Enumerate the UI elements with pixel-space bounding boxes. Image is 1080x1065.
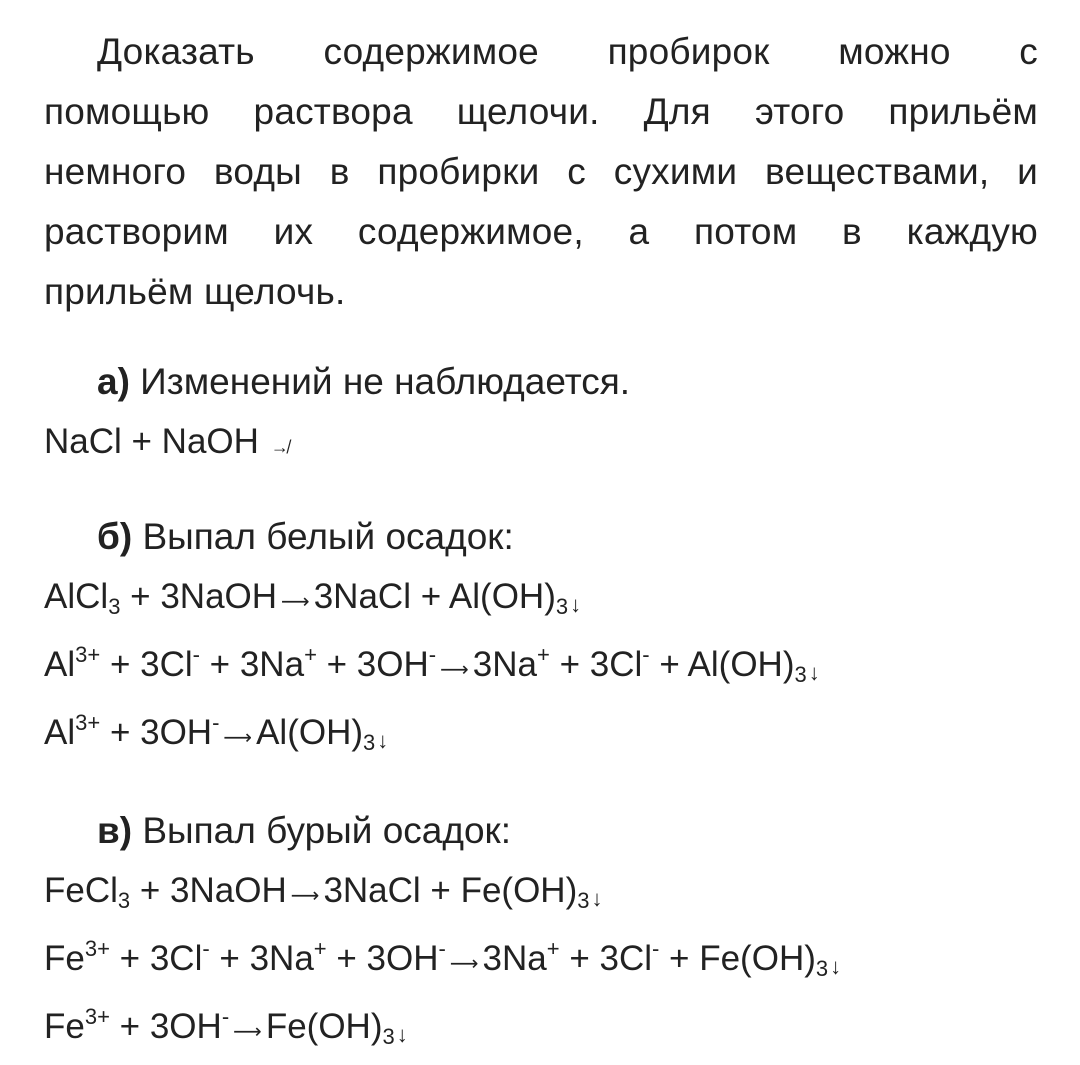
eq-part: + 3Cl <box>100 645 193 684</box>
eq-part: Fe <box>44 1007 85 1046</box>
eq-superscript: + <box>313 936 327 961</box>
eq-superscript: - <box>652 936 660 961</box>
eq-part: Fe(OH) <box>265 1007 383 1046</box>
intro-line-5: прильём щелочь. <box>44 271 346 312</box>
eq-part: + 3OH <box>100 713 213 752</box>
eq-superscript: - <box>212 710 220 735</box>
eq-subscript: 3 <box>815 956 829 981</box>
eq-subscript: 3 <box>382 1024 395 1049</box>
eq-superscript: 3+ <box>75 642 101 667</box>
precipitate-arrow-icon: ↓ <box>377 728 389 753</box>
eq-part: + 3Cl <box>109 939 203 978</box>
not-arrow-icon: ↛ <box>270 437 289 457</box>
section-a-letter: а) <box>97 361 130 402</box>
eq-superscript: 3+ <box>84 1004 110 1029</box>
section-b-text: Выпал белый осадок: <box>132 516 514 557</box>
eq-superscript: - <box>428 642 437 667</box>
eq-superscript: + <box>537 642 550 667</box>
eq-part: + 3NaOH <box>120 577 278 616</box>
equation-c-1 <box>44 861 1038 929</box>
eq-superscript: 3+ <box>84 936 110 961</box>
precipitate-arrow-icon: ↓ <box>591 886 603 911</box>
precipitate-arrow-icon: ↓ <box>570 592 582 617</box>
equation-b-3 <box>44 703 1038 771</box>
eq-superscript: - <box>642 642 650 667</box>
equation-c-2 <box>44 929 1038 997</box>
section-c <box>44 801 1038 1065</box>
section-c-heading <box>44 801 1038 861</box>
section-a-text: Изменений не наблюдается. <box>129 361 631 402</box>
eq-part: Al <box>44 713 76 752</box>
eq-subscript: 3 <box>577 888 590 913</box>
section-c-text: Выпал бурый осадок: <box>132 810 511 851</box>
eq-part: NaCl + NaOH <box>44 422 259 461</box>
eq-subscript: 3 <box>555 594 569 619</box>
eq-part: + 3OH <box>326 939 439 978</box>
precipitate-arrow-icon: ↓ <box>396 1022 408 1047</box>
eq-part: + 3OH <box>316 645 429 684</box>
eq-superscript: - <box>221 1004 230 1029</box>
intro-line-4: растворим их содержимое, а потом в каждую <box>44 211 1038 252</box>
eq-superscript: + <box>546 936 560 961</box>
eq-subscript: 3 <box>108 594 121 619</box>
section-b-letter: б) <box>97 516 133 557</box>
eq-part: 3Na <box>482 939 547 978</box>
intro-line-3: немного воды в пробирки с сухими веществами, и <box>44 151 1038 192</box>
reaction-arrow-icon: ⟶ <box>290 885 320 907</box>
reaction-arrow-icon: ⟶ <box>281 591 310 613</box>
eq-part: + 3OH <box>109 1007 222 1046</box>
precipitate-arrow-icon: ↓ <box>830 954 842 979</box>
eq-subscript: 3 <box>117 888 131 913</box>
reaction-arrow-icon: ⟶ <box>440 659 469 681</box>
eq-part: 3Na <box>472 645 537 684</box>
intro-line-1: Доказать содержимое пробирок можно с <box>97 31 1038 72</box>
reaction-arrow-icon: ⟶ <box>233 1021 262 1043</box>
document-page <box>44 22 1038 1065</box>
eq-part: FeCl <box>44 871 118 910</box>
eq-superscript: - <box>202 936 210 961</box>
eq-part: Al <box>44 645 76 684</box>
reaction-arrow-icon: ⟶ <box>223 727 253 749</box>
intro-line-2: помощью раствора щелочи. Для этого прильём <box>44 91 1038 132</box>
eq-subscript: 3 <box>363 730 376 755</box>
eq-part: + 3Na <box>209 939 314 978</box>
eq-part: Fe <box>44 939 85 978</box>
eq-part: AlCl <box>44 577 109 616</box>
equation-a-1 <box>44 412 1038 477</box>
eq-part: + 3Cl <box>559 939 652 978</box>
equation-c-3 <box>44 997 1038 1065</box>
eq-part: 3NaCl + Al(OH) <box>313 577 556 616</box>
equation-b-1 <box>44 567 1038 635</box>
eq-part: + 3Na <box>199 645 305 684</box>
eq-part: 3NaCl + Fe(OH) <box>323 871 578 910</box>
section-b <box>44 507 1038 771</box>
precipitate-arrow-icon: ↓ <box>808 660 820 685</box>
eq-subscript: 3 <box>794 662 807 687</box>
equation-b-2 <box>44 635 1038 703</box>
eq-superscript: - <box>192 642 200 667</box>
reaction-arrow-icon: ⟶ <box>449 953 479 975</box>
eq-part: Al(OH) <box>256 713 364 752</box>
eq-superscript: - <box>438 936 446 961</box>
eq-part: + 3NaOH <box>130 871 287 910</box>
eq-superscript: + <box>304 642 317 667</box>
section-c-letter: в) <box>97 810 133 851</box>
eq-superscript: 3+ <box>75 710 101 735</box>
intro-paragraph <box>44 22 1038 322</box>
eq-part: + 3Cl <box>549 645 643 684</box>
eq-part: + Al(OH) <box>649 645 795 684</box>
section-a-heading <box>44 352 1038 412</box>
section-a <box>44 352 1038 477</box>
eq-part: + Fe(OH) <box>659 939 816 978</box>
section-b-heading <box>44 507 1038 567</box>
